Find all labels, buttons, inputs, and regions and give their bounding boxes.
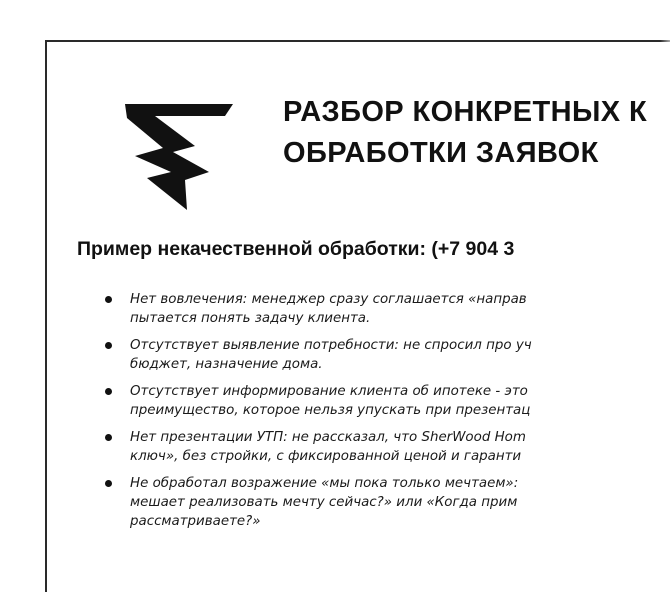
bullet-dot-icon <box>105 388 112 395</box>
list-item-text: Отсутствует выявление потребности: не спросил про уч <box>130 338 532 353</box>
bullet-dot-icon <box>105 480 112 487</box>
list-item-text: бюджет, назначение дома. <box>130 357 323 372</box>
list-item-text: ключ», без стройки, с фиксированной ценой и гаранти <box>130 449 522 464</box>
list-item-text: пытается понять задачу клиента. <box>130 311 371 326</box>
list-item-text: мешает реализовать мечту сейчас?» или «Когда прим <box>130 495 518 510</box>
issues-list <box>105 290 670 539</box>
list-item <box>105 382 670 420</box>
list-item-text: рассматриваете?» <box>130 514 261 529</box>
bullet-dot-icon <box>105 342 112 349</box>
page-title <box>283 92 647 174</box>
list-item <box>105 290 670 328</box>
document-page <box>45 40 670 592</box>
title-line-1: РАЗБОР КОНКРЕТНЫХ К <box>283 96 648 128</box>
lightning-arrow-logo-icon <box>125 104 233 210</box>
list-item-text: Нет презентации УТП: не рассказал, что SherWood Hom <box>130 430 526 445</box>
list-item-text: Нет вовлечения: менеджер сразу соглашается «направ <box>130 292 527 307</box>
section-subtitle: Пример некачественной обработки: (+7 904 3 <box>77 238 515 260</box>
list-item-text: Отсутствует информирование клиента об ипотеке - это <box>130 384 528 399</box>
list-item <box>105 474 670 531</box>
list-item <box>105 336 670 374</box>
bullet-dot-icon <box>105 434 112 441</box>
bullet-dot-icon <box>105 296 112 303</box>
list-item-text: преимущество, которое нельзя упускать при презентац <box>130 403 531 418</box>
title-line-2: ОБРАБОТКИ ЗАЯВОК <box>283 137 599 169</box>
list-item-text: Не обработал возражение «мы пока только мечтаем»: <box>130 476 519 491</box>
list-item <box>105 428 670 466</box>
